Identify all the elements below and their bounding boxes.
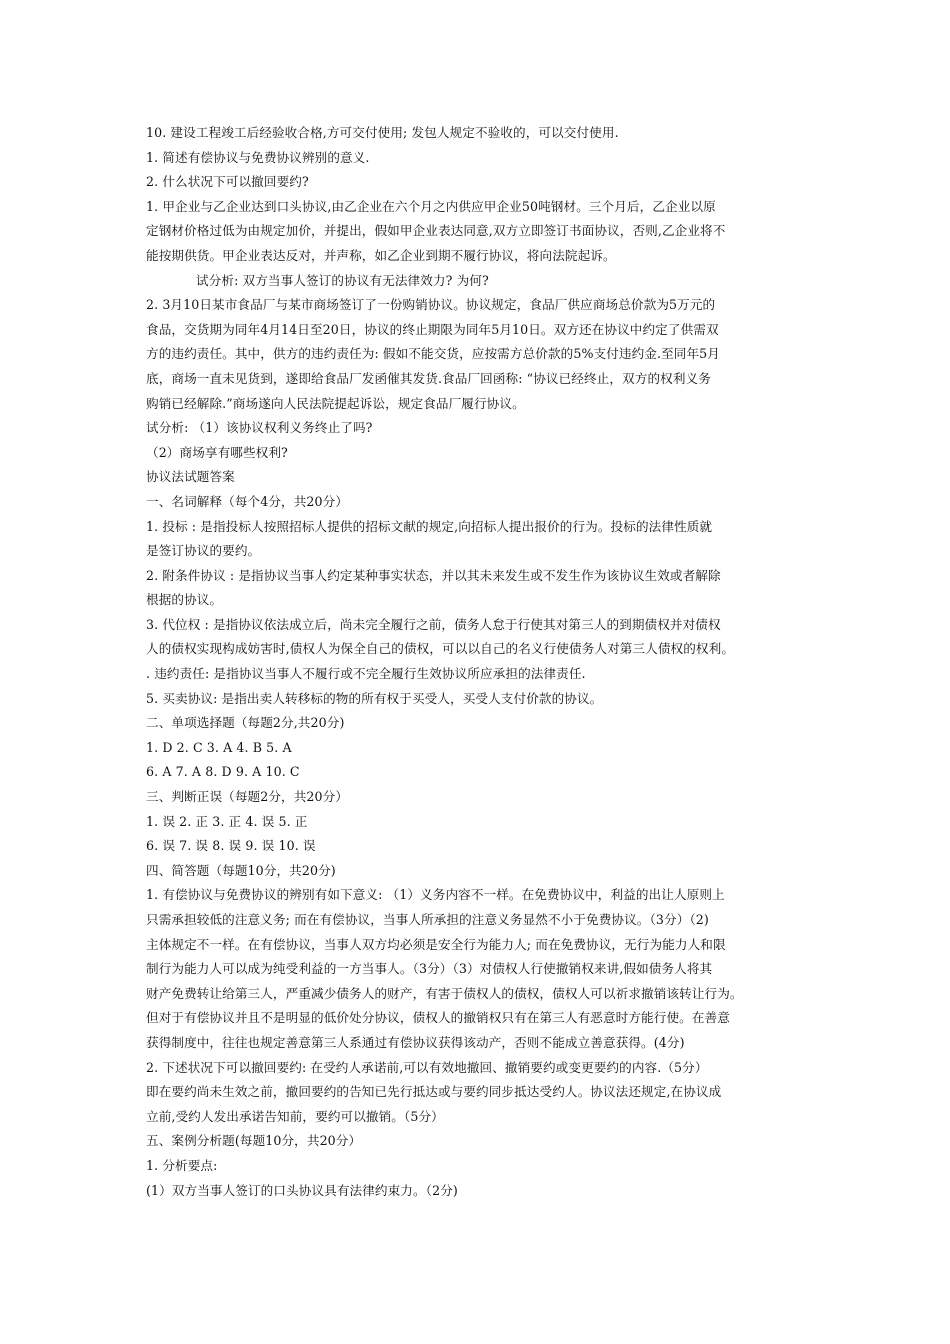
text-line-43: 1. 分析要点: xyxy=(146,1157,218,1173)
text-line-1: 10. 建设工程竣工后经验收合格,方可交付使用; 发包人规定不验收的，可以交付使用. xyxy=(146,125,619,140)
section-heading-2: 二、单项选择题（每题2分,共20分) xyxy=(146,715,345,731)
text-line-18: 是签订协议的要约。 xyxy=(146,543,261,559)
text-line-7: 试分析: 双方当事人签订的协议有无法律效力? 为何? xyxy=(196,272,489,288)
text-line-33: 只需承担较低的注意义务; 而在有偿协议，当事人所承担的注意义务显然不小于免费协议。（3分）（2) xyxy=(146,912,709,927)
text-line-14: （2）商场享有哪些权利? xyxy=(146,444,288,460)
text-line-21: 3. 代位权 : 是指协议依法成立后，尚未完全履行之前，债务人怠于行使其对第三人的到期债权并对债权 xyxy=(146,616,721,632)
text-line-22: 人的债权实现构成妨害时,债权人为保全自己的债权，可以以自己的名义行使债务人对第三人债权的权利。 xyxy=(146,641,735,657)
text-line-20: 根据的协议。 xyxy=(146,592,223,608)
text-line-8: 2. 3月10日某市食品厂与某市商场签订了一份购销协议。协议规定，食品厂供应商场总价款为5万元的 xyxy=(146,297,716,313)
text-line-41: 立前,受约人发出承诺告知前，要约可以撤销。（5分） xyxy=(146,1108,444,1124)
text-line-39: 2. 下述状况下可以撤回要约: 在受约人承诺前,可以有效地撤回、撤销要约或变更要约的内容.（5分） xyxy=(146,1059,708,1075)
text-line-17: 1. 投标 : 是指投标人按照招标人提供的招标文献的规定,向招标人提出报价的行为。投标的法律性质就 xyxy=(146,518,713,534)
section-heading-1: 一、名词解释（每个4分，共20分） xyxy=(146,493,349,509)
text-line-44: (1）双方当事人签订的口头协议具有法律约束力。（2分) xyxy=(146,1182,458,1198)
text-line-12: 购销已经解除.”商场遂向人民法院提起诉讼，规定食品厂履行协议。 xyxy=(146,395,525,411)
text-line-13: 试分析: （1）该协议权利义务终止了吗? xyxy=(146,420,373,436)
text-line-26: 1. D 2. C 3. A 4. B 5. A xyxy=(146,739,292,755)
text-line-34: 主体规定不一样。在有偿协议，当事人双方均必须是安全行为能力人; 而在免费协议，无行为能力人和限 xyxy=(146,936,726,952)
text-line-27: 6. A 7. A 8. D 9. A 10. C xyxy=(146,764,300,780)
text-line-30: 6. 误 7. 误 8. 误 9. 误 10. 误 xyxy=(146,838,316,854)
text-line-40: 即在要约尚未生效之前，撤回要约的告知已先行抵达或与要约同步抵达受约人。协议法还规定,在协议成 xyxy=(146,1084,722,1100)
text-line-11: 底，商场一直未见货到，遂即给食品厂发函催其发货.食品厂回函称: “协议已经终止，双方的权利义务 xyxy=(146,370,711,386)
text-line-29: 1. 误 2. 正 3. 正 4. 误 5. 正 xyxy=(146,813,308,829)
text-line-3: 2. 什么状况下可以撤回要约? xyxy=(146,174,309,190)
text-line-36: 财产免费转让给第三人，严重减少债务人的财产，有害于债权人的债权，债权人可以祈求撤销该转让行为。 xyxy=(146,985,743,1001)
text-line-38: 获得制度中，往往也规定善意第三人系通过有偿协议获得该动产，否则不能成立善意获得。(4分) xyxy=(146,1034,685,1050)
section-heading-5: 五、案例分析题(每题10分，共20分） xyxy=(146,1133,362,1149)
section-heading-answers: 协议法试题答案 xyxy=(146,469,235,485)
text-line-5: 定钢材价格过低为由规定加价，并提出，假如甲企业表达同意,双方立即签订书面协议，否则,乙企业将不 xyxy=(146,223,726,239)
text-line-10: 方的违约责任。其中，供方的违约责任为: 假如不能交货，应按需方总价款的5%支付违约金.至同年5月 xyxy=(146,346,720,362)
text-line-24: 5. 买卖协议: 是指出卖人转移标的物的所有权于买受人，买受人支付价款的协议。 xyxy=(146,690,603,706)
text-line-35: 制行为能力人可以成为纯受利益的一方当事人。（3分）（3）对债权人行使撤销权来讲,假如债务人将其 xyxy=(146,961,713,977)
section-heading-4: 四、简答题（每题10分，共20分) xyxy=(146,862,336,878)
text-line-32: 1. 有偿协议与免费协议的辨别有如下意义: （1）义务内容不一样。在免费协议中，利益的出让人原则上 xyxy=(146,887,725,903)
text-line-19: 2. 附条件协议 : 是指协议当事人约定某种事实状态，并以其未来发生或不发生作为该协议生效或者解除 xyxy=(146,567,721,583)
text-line-6: 能按期供货。甲企业表达反对，并声称，如乙企业到期不履行协议，将向法院起诉。 xyxy=(146,247,616,263)
document-body xyxy=(146,121,812,1203)
section-heading-3: 三、判断正误（每题2分，共20分） xyxy=(146,789,349,805)
text-line-37: 但对于有偿协议并且不是明显的低价处分协议，债权人的撤销权只有在第三人有恶意时方能行使。在善意 xyxy=(146,1010,730,1026)
text-line-2: 1. 简述有偿协议与免费协议辨别的意义. xyxy=(146,149,370,165)
text-line-23: . 违约责任: 是指协议当事人不履行或不完全履行生效协议所应承担的法律责任. xyxy=(146,666,586,682)
text-line-9: 食品，交货期为同年4月14日至20日，协议的终止期限为同年5月10日。双方还在协议中约定了供需双 xyxy=(146,321,719,337)
text-line-4: 1. 甲企业与乙企业达到口头协议,由乙企业在六个月之内供应甲企业50吨钢材。三个月后，乙企业以原 xyxy=(146,198,716,214)
